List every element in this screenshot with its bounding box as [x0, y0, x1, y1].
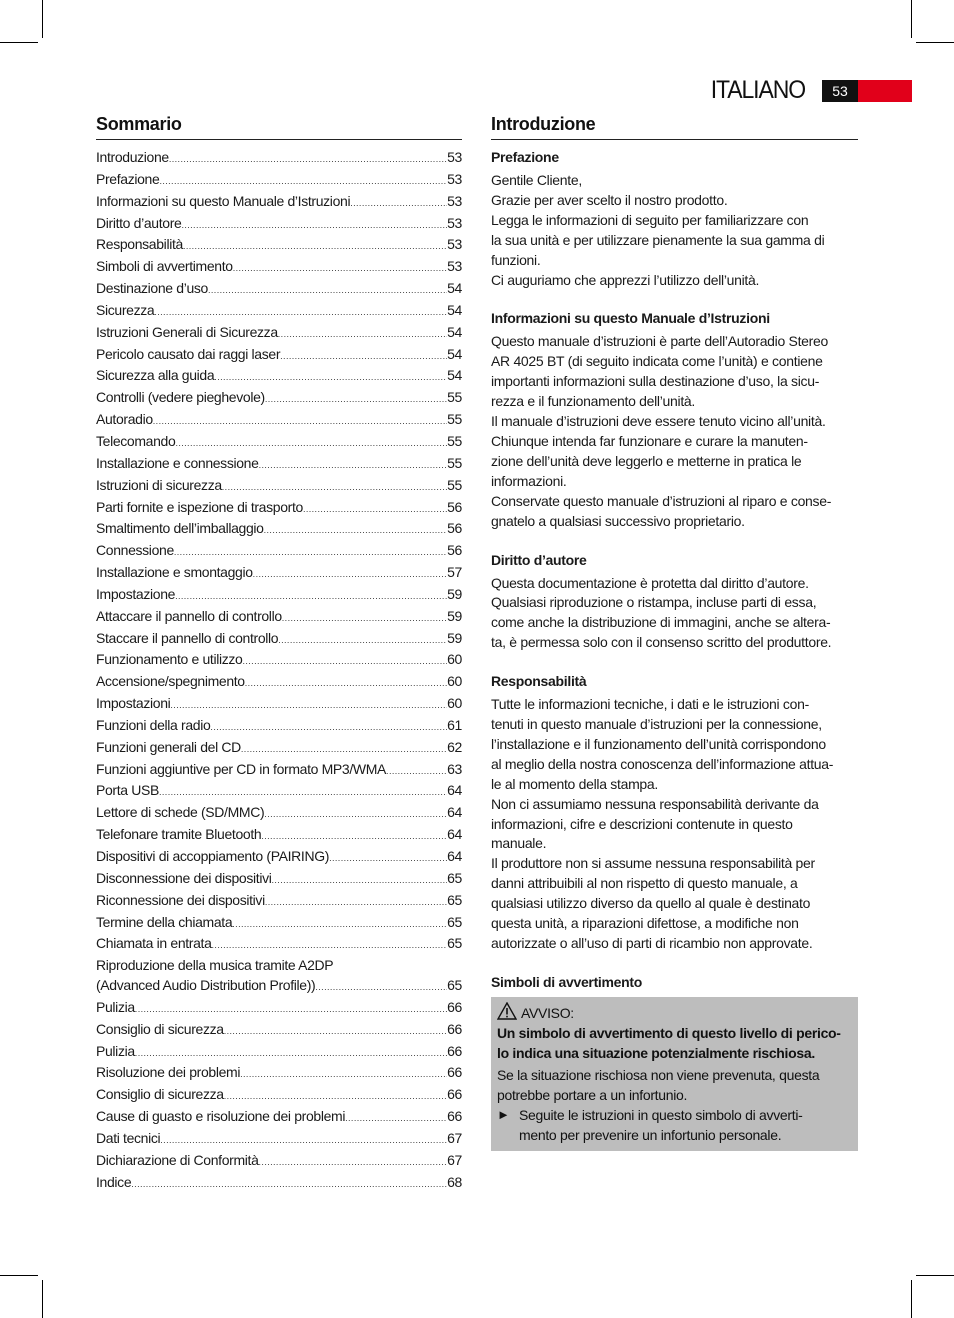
- toc-entry-label: Indice: [96, 1173, 132, 1190]
- toc-entry[interactable]: [96, 585, 462, 607]
- toc-entry-page: 65: [447, 913, 462, 930]
- toc-leader-dots: [261, 827, 447, 847]
- text-line: lo indica una situazione potenzialmente rischiosa.: [497, 1045, 815, 1061]
- toc-entry-page: 62: [447, 738, 462, 755]
- toc-leader-dots: [210, 718, 447, 738]
- toc-leader-dots: [329, 849, 447, 869]
- toc-entry[interactable]: [96, 913, 462, 935]
- toc-entry[interactable]: [96, 170, 462, 192]
- toc-entry-page: 63: [447, 760, 462, 777]
- toc-entry-page: 53: [447, 192, 462, 209]
- toc-entry-label: Impostazioni: [96, 695, 171, 712]
- toc-entry-page: 56: [447, 498, 462, 515]
- toc-entry-label: Lettore di schede (SD/MMC): [96, 804, 265, 821]
- toc-entry-label: Autoradio: [96, 411, 153, 428]
- toc-entry-page: 55: [447, 432, 462, 449]
- toc-entry-label: Chiamata in entrata: [96, 935, 212, 952]
- toc-entry-page: 57: [447, 564, 462, 581]
- toc-entry-label: Dati tecnici: [96, 1129, 161, 1146]
- language-title: ITALIANO: [710, 76, 805, 104]
- toc-entry-page: 65: [447, 891, 462, 908]
- section-responsabilita: [491, 672, 858, 954]
- toc-entry-page: 64: [447, 826, 462, 843]
- toc-leader-dots: [233, 259, 447, 279]
- toc-entry-page: 66: [447, 1042, 462, 1059]
- toc-entry[interactable]: [96, 781, 462, 803]
- text-line: tenuti in questo manuale d’istruzioni per la connessione,: [491, 716, 822, 733]
- toc-entry-label: Riconnessione dei dispositivi: [96, 891, 265, 908]
- toc-entry-page: 60: [447, 651, 462, 668]
- toc-leader-dots: [232, 915, 447, 935]
- toc-entry-label: Prefazione: [96, 170, 160, 187]
- toc-entry-label: Funzionamento e utilizzo: [96, 651, 243, 668]
- intro-column: [491, 112, 858, 1011]
- toc-entry[interactable]: [96, 366, 462, 388]
- toc-entry-page: 64: [447, 848, 462, 864]
- toc-entry-page: 67: [447, 1129, 462, 1146]
- toc-leader-dots: [135, 1044, 447, 1064]
- page-number: 53: [822, 80, 858, 102]
- toc-entry-label: Funzioni della radio: [96, 716, 211, 733]
- text-line: Grazie per aver scelto il nostro prodotto.: [491, 191, 728, 208]
- toc-entry-page: 66: [447, 1020, 462, 1037]
- toc-leader-dots: [160, 1131, 447, 1151]
- text-lines: [491, 695, 858, 954]
- text-line: Il produttore non si assume nessuna responsabilità per: [491, 855, 815, 872]
- warning-box: [491, 997, 858, 1151]
- toc-entry[interactable]: [96, 803, 462, 825]
- toc-entry-page: 53: [447, 170, 462, 187]
- toc-entry-page: 60: [447, 695, 462, 712]
- toc-leader-dots: [386, 762, 447, 782]
- toc-leader-dots: [175, 587, 447, 607]
- toc-entry[interactable]: [96, 541, 462, 563]
- toc-leader-dots: [242, 652, 447, 672]
- warning-triangle-icon: [497, 1002, 517, 1025]
- toc-entry-page: 66: [447, 998, 462, 1015]
- toc-entry[interactable]: [96, 410, 462, 432]
- toc-entry-page: 59: [447, 629, 462, 646]
- toc-entry-label: Disconnessione dei dispositivi: [96, 869, 272, 886]
- toc-entry-label: Connessione: [96, 542, 174, 559]
- toc-leader-dots: [265, 390, 447, 410]
- arrow-right-icon: ►: [497, 1107, 510, 1122]
- toc-entry[interactable]: [96, 519, 462, 541]
- toc-entry-page: 56: [447, 520, 462, 537]
- section-diritto: [491, 551, 858, 654]
- toc-entry-label: Istruzioni Generali di Sicurezza: [96, 323, 278, 340]
- toc-entry-label: Istruzioni di sicurezza: [96, 476, 222, 493]
- section-heading: Prefazione: [491, 149, 559, 165]
- toc-entry-label: Smaltimento dell’imballaggio: [96, 520, 264, 537]
- text-line: potrebbe portare a un infortunio.: [497, 1087, 688, 1103]
- text-line: informazioni, cifre e descrizioni contenute in questo: [491, 815, 793, 832]
- toc-entry[interactable]: [96, 869, 462, 891]
- toc-entry[interactable]: [96, 976, 462, 998]
- text-line: come anche la distribuzione di immagini, anche se altera-: [491, 614, 831, 631]
- toc-entry-page: 54: [447, 367, 462, 384]
- toc-entry[interactable]: [96, 323, 462, 345]
- text-line: la sua unità e per utilizzare pienamente la sua gamma di: [491, 231, 825, 248]
- toc-entry-label: Informazioni su questo Manuale d’Istruzioni: [96, 192, 351, 209]
- toc-leader-dots: [175, 434, 447, 454]
- text-line: Non ci assumiamo nessuna responsabilità derivante da: [491, 795, 819, 812]
- toc-entry[interactable]: [96, 1063, 462, 1085]
- toc-entry-page: 55: [447, 411, 462, 428]
- toc-entry[interactable]: [96, 934, 462, 956]
- toc-leader-dots: [208, 281, 447, 301]
- text-line: Un simbolo di avvertimento di questo livello di perico-: [497, 1025, 841, 1041]
- warning-title: AVVISO:: [521, 1005, 574, 1021]
- text-line: Conservate questo manuale d’istruzioni al riparo e conse-: [491, 492, 832, 509]
- toc-leader-dots: [240, 1065, 447, 1085]
- toc-entry[interactable]: [96, 607, 462, 629]
- section-heading: Diritto d’autore: [491, 551, 587, 568]
- text-line: Chiunque intenda far funzionare e curare la manuten-: [491, 432, 808, 449]
- toc-entry-page: 60: [447, 673, 462, 690]
- toc-entry-label: Telefonare tramite Bluetooth: [96, 826, 262, 843]
- crop-mark: [911, 0, 912, 38]
- text-lines: [491, 171, 858, 290]
- toc-entry[interactable]: [96, 1085, 462, 1107]
- toc-leader-dots: [170, 696, 447, 716]
- toc-entry-page: 65: [447, 977, 462, 994]
- toc-leader-dots: [154, 303, 447, 323]
- toc-entry[interactable]: [96, 388, 462, 410]
- text-line: gnatelo a qualsiasi successivo proprietario.: [491, 512, 745, 529]
- warning-header: [497, 1003, 852, 1023]
- toc-entry-page: 53: [447, 149, 462, 165]
- toc-entry-label: Installazione e smontaggio: [96, 564, 253, 581]
- toc-leader-dots: [159, 172, 447, 192]
- toc-entry[interactable]: [96, 672, 462, 694]
- crop-mark: [911, 1280, 912, 1318]
- text-line: Gentile Cliente,: [491, 172, 582, 188]
- toc-entry[interactable]: [96, 148, 462, 170]
- toc-entry[interactable]: [96, 891, 462, 913]
- toc-leader-dots: [265, 893, 447, 913]
- toc-leader-dots: [241, 740, 447, 760]
- toc-leader-dots: [212, 936, 448, 956]
- toc-entry-label: Parti fornite e ispezione di trasporto: [96, 498, 303, 515]
- text-line: al meglio della nostra conoscenza dell’informazione attua-: [491, 755, 834, 772]
- crop-mark: [916, 42, 954, 43]
- text-line: manuale.: [491, 835, 547, 852]
- toc-entry[interactable]: [96, 1107, 462, 1129]
- toc-entry-page: 64: [447, 804, 462, 821]
- crop-mark: [916, 1275, 954, 1276]
- toc-entry[interactable]: [96, 563, 462, 585]
- toc-leader-dots: [181, 216, 447, 236]
- toc-entry-page: 55: [447, 476, 462, 493]
- toc-entry-label: (Advanced Audio Distribution Profile)): [96, 977, 316, 994]
- text-line: Qualsiasi riproduzione o ristampa, incluse parti di essa,: [491, 594, 817, 611]
- toc-entry[interactable]: [96, 235, 462, 257]
- toc-entry-label: Controlli (vedere pieghevole): [96, 389, 265, 406]
- text-line: importanti informazioni sulla destinazione d’uso, la sicu-: [491, 373, 820, 390]
- toc-leader-dots: [135, 1000, 447, 1020]
- text-lines: [491, 574, 858, 654]
- toc-entry-page: 54: [447, 301, 462, 318]
- toc-entry-page: 53: [447, 258, 462, 275]
- toc-entry-page: 59: [447, 585, 462, 602]
- toc-entry[interactable]: [96, 279, 462, 301]
- toc-entry-label: Staccare il pannello di controllo: [96, 629, 279, 646]
- toc-leader-dots: [169, 150, 447, 170]
- toc-leader-dots: [222, 478, 447, 498]
- toc-entry-page: 64: [447, 782, 462, 799]
- toc-entry[interactable]: [96, 998, 462, 1020]
- crop-mark: [42, 1280, 43, 1318]
- toc-leader-dots: [174, 543, 447, 563]
- toc-entry-label: Termine della chiamata: [96, 913, 233, 930]
- toc-entry-label: Accensione/spegnimento: [96, 673, 245, 690]
- toc-entry-label: Sicurezza alla guida: [96, 367, 215, 384]
- toc-leader-dots: [224, 1087, 447, 1107]
- toc-entry-label: Attaccare il pannello di controllo: [96, 607, 282, 624]
- toc-leader-dots: [214, 368, 447, 388]
- toc-entry-label: Responsabilità: [96, 236, 183, 253]
- toc-entry[interactable]: [96, 257, 462, 279]
- toc-list: [96, 148, 462, 1195]
- toc-entry-label: Consiglio di sicurezza: [96, 1086, 224, 1103]
- toc-entry[interactable]: [96, 738, 462, 760]
- toc-entry[interactable]: [96, 1129, 462, 1151]
- toc-entry-label: Destinazione d’uso: [96, 280, 208, 297]
- toc-entry-page: 55: [447, 454, 462, 471]
- toc-entry[interactable]: [96, 498, 462, 520]
- toc-entry-page: 65: [447, 935, 462, 952]
- toc-entry-label: Diritto d’autore: [96, 214, 182, 231]
- text-line: ta, è permessa solo con il consenso scritto del produttore.: [491, 634, 832, 651]
- toc-leader-dots: [278, 631, 447, 651]
- toc-entry-label: Pulizia: [96, 1042, 135, 1059]
- text-line: Ci auguriamo che apprezzi l’utilizzo dell’unità.: [491, 271, 760, 288]
- text-lines: [491, 332, 858, 531]
- toc-leader-dots: [264, 521, 448, 541]
- toc-entry-page: 68: [447, 1173, 462, 1190]
- toc-leader-dots: [259, 456, 448, 476]
- toc-entry[interactable]: [96, 760, 462, 782]
- text-line: informazioni.: [491, 472, 567, 489]
- toc-entry[interactable]: [96, 476, 462, 498]
- toc-entry-label: Porta USB: [96, 782, 159, 799]
- section-heading: Responsabilità: [491, 673, 587, 690]
- text-line: danni attribuibili al non rispetto di questo manuale, a: [491, 875, 798, 892]
- toc-leader-dots: [278, 325, 447, 345]
- crop-mark: [42, 0, 43, 38]
- toc-entry[interactable]: [96, 192, 462, 214]
- text-line: Seguite le istruzioni in questo simbolo di avverti-: [519, 1107, 803, 1123]
- warning-step: [497, 1105, 852, 1145]
- intro-body: [491, 148, 858, 992]
- toc-entry-label: Simboli di avvertimento: [96, 258, 233, 275]
- toc-entry-label: Risoluzione dei problemi: [96, 1064, 241, 1081]
- toc-entry[interactable]: [96, 454, 462, 476]
- toc-entry[interactable]: [96, 1151, 462, 1173]
- text-line: rezza e il funzionamento dell’unità.: [491, 393, 695, 410]
- toc-entry[interactable]: [96, 214, 462, 236]
- toc-entry-page: 53: [447, 236, 462, 253]
- toc-leader-dots: [224, 1022, 447, 1042]
- text-line: mento per prevenire un infortunio personale.: [519, 1127, 782, 1143]
- toc-entry-label: Cause di guasto e risoluzione dei problemi: [96, 1108, 346, 1125]
- toc-entry-page: 55: [447, 389, 462, 406]
- text-lines: [519, 1105, 803, 1145]
- text-line: Questo manuale d’istruzioni è parte dell’Autoradio Stereo: [491, 333, 828, 350]
- toc-entry[interactable]: [96, 650, 462, 672]
- text-line: Legga le informazioni di seguito per familiarizzare con: [491, 211, 809, 228]
- toc-entry-label: Funzioni generali del CD: [96, 738, 241, 755]
- text-line: questa unità, a riparazioni difettose, a modifiche non: [491, 915, 799, 932]
- toc-leader-dots: [282, 609, 447, 629]
- text-line: Se la situazione rischiosa non viene prevenuta, questa: [497, 1067, 820, 1083]
- toc-leader-dots: [264, 805, 447, 825]
- toc-entry-label: Impostazione: [96, 585, 176, 602]
- toc-entry[interactable]: [96, 716, 462, 738]
- toc-entry[interactable]: [96, 694, 462, 716]
- toc-entry-page: 59: [447, 607, 462, 624]
- toc-leader-dots: [315, 978, 447, 998]
- toc-entry[interactable]: [96, 432, 462, 454]
- toc-leader-dots: [131, 1175, 447, 1195]
- toc-entry[interactable]: [96, 1020, 462, 1042]
- toc-leader-dots: [280, 347, 447, 367]
- text-line: zione dell’unità deve leggerlo e metterne in pratica le: [491, 452, 802, 469]
- toc-entry-label: Riproduzione della musica tramite A2DP: [96, 957, 334, 974]
- text-line: l’installazione e il funzionamento dell’unità corrispondono: [491, 735, 826, 752]
- toc-entry-label: Pericolo causato dai raggi laser: [96, 345, 281, 362]
- section-heading: Simboli di avvertimento: [491, 973, 643, 990]
- toc-entry-page: 61: [447, 716, 462, 733]
- toc-leader-dots: [183, 237, 447, 257]
- toc-title: Sommario: [96, 112, 462, 140]
- crop-mark: [0, 1275, 38, 1276]
- toc-entry-label: Sicurezza: [96, 301, 155, 318]
- toc-entry-label: Dichiarazione di Conformità: [96, 1151, 259, 1168]
- text-line: Questa documentazione è protetta dal diritto d’autore.: [491, 574, 809, 591]
- toc-entry-page: 53: [447, 214, 462, 231]
- toc-entry-page: 66: [447, 1086, 462, 1103]
- toc-entry-label: Consiglio di sicurezza: [96, 1020, 224, 1037]
- toc-entry-page: 67: [447, 1151, 462, 1168]
- toc-entry-page: 54: [447, 345, 462, 362]
- accent-bar: [858, 80, 912, 102]
- toc-entry-page: 54: [447, 323, 462, 340]
- text-line: AR 4025 BT (di seguito indicata come l’unità) e contiene: [491, 353, 823, 370]
- toc-entry[interactable]: [96, 1042, 462, 1064]
- section-prefazione: [491, 148, 858, 290]
- text-line: qualsiasi utilizzo diverso da quello al quale è destinato: [491, 895, 811, 912]
- toc-leader-dots: [345, 1109, 447, 1129]
- toc-entry-page: 66: [447, 1108, 462, 1125]
- text-lines: [497, 1023, 852, 1063]
- toc-leader-dots: [272, 871, 448, 891]
- toc-entry[interactable]: [96, 847, 462, 869]
- toc-entry[interactable]: [96, 1173, 462, 1195]
- text-line: autorizzate o all’uso di parti di ricambio non approvate.: [491, 935, 813, 951]
- toc-entry[interactable]: [96, 825, 462, 847]
- toc-entry-label: Telecomando: [96, 432, 176, 449]
- toc-entry-page: 65: [447, 869, 462, 886]
- intro-title: Introduzione: [491, 112, 858, 140]
- crop-mark: [0, 42, 38, 43]
- toc-entry-page: 66: [447, 1064, 462, 1081]
- toc-leader-dots: [153, 412, 447, 432]
- toc-entry-page: 56: [447, 542, 462, 559]
- section-heading: Informazioni su questo Manuale d’Istruzioni: [491, 310, 770, 327]
- text-line: Il manuale d’istruzioni deve essere tenuto vicino all’unità.: [491, 413, 826, 430]
- toc-entry-label: Funzioni aggiuntive per CD in formato MP3/WMA: [96, 760, 387, 777]
- text-line: le al momento della stampa.: [491, 775, 658, 792]
- toc-leader-dots: [303, 500, 447, 520]
- toc-leader-dots: [350, 194, 447, 214]
- toc-entry[interactable]: [96, 345, 462, 367]
- toc-leader-dots: [245, 674, 447, 694]
- toc-leader-dots: [159, 783, 447, 803]
- toc-entry-label: Introduzione: [96, 149, 169, 165]
- text-line: funzioni.: [491, 251, 541, 268]
- text-line: Tutte le informazioni tecniche, i dati e le istruzioni con-: [491, 696, 809, 713]
- toc-entry-label: Dispositivi di accoppiamento (PAIRING): [96, 848, 330, 864]
- toc-entry-page: 54: [447, 280, 462, 297]
- toc-leader-dots: [253, 565, 447, 585]
- toc-column: [96, 112, 462, 1195]
- toc-entry-label: Installazione e connessione: [96, 454, 259, 471]
- section-informazioni: [491, 309, 858, 531]
- section-simboli: [491, 973, 858, 992]
- toc-entry-label: Pulizia: [96, 998, 135, 1015]
- toc-leader-dots: [259, 1153, 448, 1173]
- toc-entry[interactable]: [96, 629, 462, 651]
- text-lines: [497, 1065, 852, 1105]
- toc-entry[interactable]: [96, 301, 462, 323]
